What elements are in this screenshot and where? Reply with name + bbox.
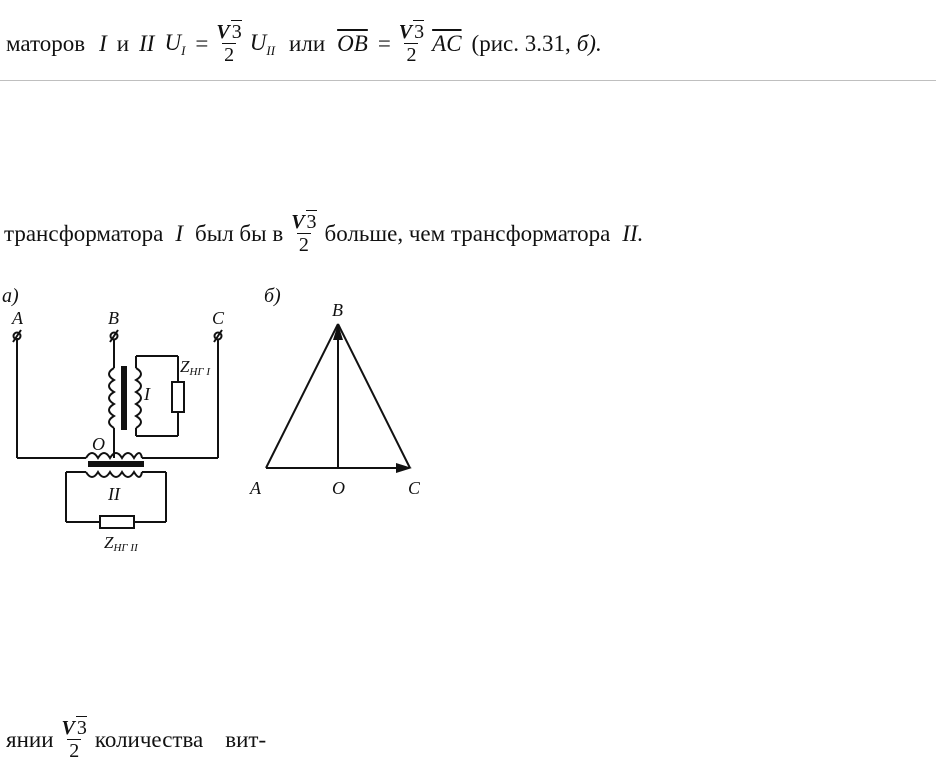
radicand: 3 [306, 211, 317, 233]
figure-reference: (рис. 3.31, [471, 31, 571, 56]
radicand: 3 [414, 21, 425, 43]
roman-numeral-1: I [99, 31, 107, 56]
roman-numeral-1: I [175, 221, 184, 246]
roman-numeral-2: II [139, 31, 155, 56]
label-a-vertex: A [250, 478, 261, 498]
word: янии [6, 727, 54, 752]
word-and: и [116, 31, 130, 56]
u-symbol: U [164, 29, 182, 55]
word: вит- [225, 727, 267, 752]
radical-sign: V [398, 21, 413, 43]
label-o: O [92, 434, 105, 454]
z-subscript: НГ II [113, 542, 138, 554]
words: был бы в [195, 221, 284, 246]
load-zng1 [172, 382, 184, 412]
text-line-3 [6, 718, 266, 761]
primary-coil-i [109, 368, 114, 428]
load-zng2 [100, 516, 134, 528]
secondary-coil-ii [86, 472, 142, 477]
denominator: 2 [406, 44, 417, 66]
figure-reference-b: б). [576, 31, 602, 56]
u-two [250, 31, 275, 57]
side-ab [266, 324, 338, 468]
vector-ac: $\overline{AC}$ [432, 31, 462, 56]
numerator [60, 718, 89, 739]
word: количества [94, 727, 204, 752]
numerator [214, 22, 243, 43]
denominator: 2 [69, 740, 80, 762]
side-bc [338, 324, 410, 468]
radical-sign: V [291, 211, 305, 233]
subscript-ii: II [266, 42, 276, 58]
label-a: A [12, 308, 23, 328]
radical-sign: V [61, 717, 75, 739]
word: трансформатора [4, 221, 164, 246]
denominator: 2 [298, 234, 309, 256]
radicand: 3 [76, 717, 87, 739]
fraction-sqrt3-over-2 [60, 718, 89, 761]
words: больше, чем трансформатора [324, 221, 611, 246]
equals-sign: = [377, 31, 391, 56]
panel-label-b: б) [264, 285, 281, 307]
fraction-sqrt3-over-2 [397, 22, 426, 65]
radicand: 3 [231, 21, 242, 43]
label-z-ng1 [180, 357, 211, 378]
figure-3-31 [0, 272, 420, 572]
u-symbol: U [249, 29, 267, 55]
secondary-coil-i [136, 368, 141, 428]
label-c-vertex: C [408, 478, 420, 498]
radical-sign: V [216, 21, 230, 43]
numerator [397, 22, 426, 43]
text-line-2 [4, 212, 643, 255]
subscript-i: I [181, 42, 186, 58]
word-or: или [289, 31, 326, 56]
arrowhead-ac [396, 463, 412, 473]
panel-label-a: а) [2, 285, 19, 307]
fraction-sqrt3-over-2 [214, 22, 243, 65]
roman-numeral-2: II. [622, 221, 644, 246]
label-o-point: O [332, 478, 345, 498]
fraction-sqrt3-over-2 [289, 212, 318, 255]
u-one [164, 31, 185, 57]
label-z-ng2 [104, 533, 139, 554]
text-line-1 [6, 22, 602, 65]
vector-ob: $\overline{OB}$ [337, 31, 368, 56]
label-b: B [108, 308, 119, 328]
vector-diagram-b [266, 324, 410, 468]
label-roman-ii: II [108, 484, 120, 504]
label-c: C [212, 308, 225, 328]
z-symbol: Z [104, 533, 114, 552]
core-i [121, 366, 127, 430]
z-symbol: Z [180, 357, 190, 376]
equals-sign: = [195, 31, 209, 56]
denominator: 2 [224, 44, 235, 66]
core-ii [88, 461, 144, 467]
label-b-vertex: B [332, 300, 343, 320]
label-roman-i: I [144, 384, 150, 404]
word: маторов [6, 31, 86, 56]
z-subscript: НГ I [189, 366, 211, 378]
numerator [289, 212, 318, 233]
separator-line [0, 80, 936, 81]
